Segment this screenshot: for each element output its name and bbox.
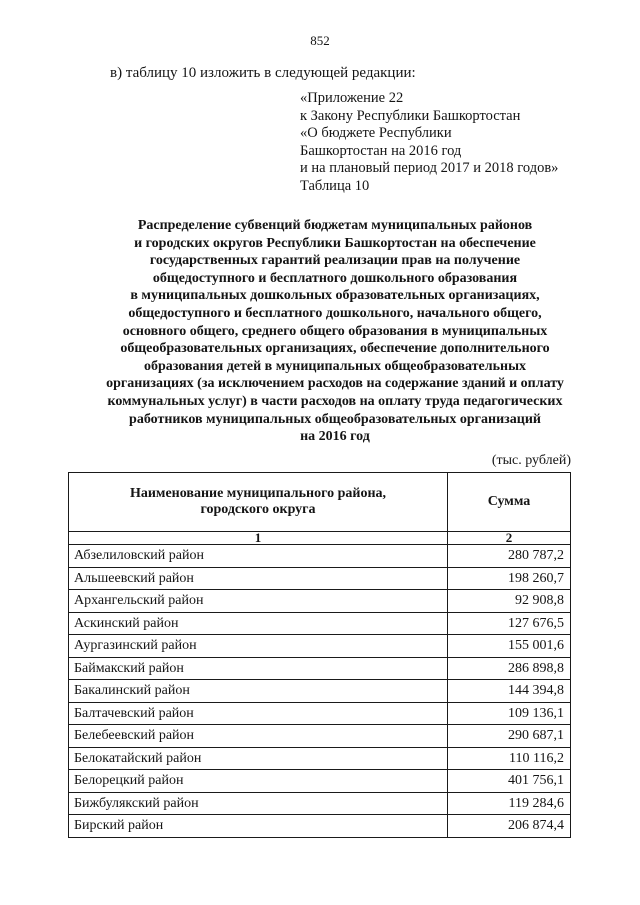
heading-line: коммунальных услуг) в части расходов на оплату труда педагогических xyxy=(107,393,563,409)
heading-line: работников муниципальных общеобразовательных организаций xyxy=(129,411,541,427)
district-name: Бакалинский район xyxy=(69,680,448,703)
district-sum: 286 898,8 xyxy=(448,657,571,680)
heading-line: общеобразовательных организациях, обеспечение дополнительного xyxy=(120,341,550,357)
district-sum: 127 676,5 xyxy=(448,612,571,635)
district-name: Белебеевский район xyxy=(69,725,448,748)
header-name-line: Наименование муниципального района, xyxy=(129,486,387,501)
district-name: Архангельский район xyxy=(69,590,448,613)
header-name-line: городского округа xyxy=(200,502,316,517)
table-row xyxy=(69,792,571,815)
heading-line: общедоступного и бесплатного дошкольного, начального общего, xyxy=(128,305,542,321)
table-row xyxy=(69,635,571,658)
district-sum: 401 756,1 xyxy=(448,770,571,793)
table-body xyxy=(69,545,571,838)
appendix-line: и на плановый период 2017 и 2018 годов» xyxy=(300,160,559,176)
table-row xyxy=(69,725,571,748)
header-name-cell xyxy=(69,473,448,532)
subvention-table xyxy=(68,472,571,838)
heading-line: государственных гарантий реализации прав на получение xyxy=(149,253,521,269)
column-number: 1 xyxy=(69,532,448,545)
district-name: Бирский район xyxy=(69,815,448,838)
document-heading xyxy=(60,217,610,446)
heading-line: и городских округов Республики Башкортостан на обеспечение xyxy=(134,235,536,251)
column-number-row xyxy=(69,532,571,545)
district-name: Абзелиловский район xyxy=(69,545,448,568)
table-header-row xyxy=(69,473,571,532)
district-sum: 119 284,6 xyxy=(448,792,571,815)
district-name: Аскинский район xyxy=(69,612,448,635)
district-name: Баймакский район xyxy=(69,657,448,680)
district-name: Аургазинский район xyxy=(69,635,448,658)
intro-text: в) таблицу 10 изложить в следующей редакции: xyxy=(110,65,416,81)
table-row xyxy=(69,680,571,703)
district-name: Белокатайский район xyxy=(69,747,448,770)
heading-line: основного общего, среднего общего образования в муниципальных xyxy=(122,323,548,339)
district-name: Бижбулякский район xyxy=(69,792,448,815)
appendix-table-label: Таблица 10 xyxy=(300,177,370,194)
district-sum: 290 687,1 xyxy=(448,725,571,748)
district-sum: 206 874,4 xyxy=(448,815,571,838)
table-row xyxy=(69,770,571,793)
column-number: 2 xyxy=(448,532,571,545)
table-row xyxy=(69,815,571,838)
unit-label: (тыс. рублей) xyxy=(491,453,571,468)
district-sum: 144 394,8 xyxy=(448,680,571,703)
page-number: 852 xyxy=(310,33,330,48)
district-name: Белорецкий район xyxy=(69,770,448,793)
district-sum: 109 136,1 xyxy=(448,702,571,725)
district-sum: 280 787,2 xyxy=(448,545,571,568)
table-row xyxy=(69,612,571,635)
table-row xyxy=(69,567,571,590)
table-row xyxy=(69,747,571,770)
district-sum: 92 908,8 xyxy=(448,590,571,613)
appendix-line: Башкортостан на 2016 год xyxy=(300,142,462,159)
appendix-block xyxy=(300,90,558,195)
heading-line: образования детей в муниципальных общеобразовательных xyxy=(143,358,527,374)
heading-line: в муниципальных дошкольных образовательных организациях, xyxy=(130,288,540,304)
appendix-line: «О бюджете Республики xyxy=(300,125,452,141)
table-row xyxy=(69,657,571,680)
appendix-line: к Закону Республики Башкортостан xyxy=(300,107,521,124)
appendix-line: «Приложение 22 xyxy=(300,90,404,106)
district-sum: 198 260,7 xyxy=(448,567,571,590)
table-row xyxy=(69,590,571,613)
table-row xyxy=(69,545,571,568)
heading-line: организациях (за исключением расходов на содержание зданий и оплату xyxy=(106,376,564,392)
district-name: Альшеевский район xyxy=(69,567,448,590)
heading-line: на 2016 год xyxy=(300,429,370,445)
header-sum-cell: Сумма xyxy=(448,473,571,532)
district-sum: 110 116,2 xyxy=(448,747,571,770)
table-row xyxy=(69,702,571,725)
heading-line: Распределение субвенций бюджетам муниципальных районов xyxy=(137,218,533,233)
district-name: Балтачевский район xyxy=(69,702,448,725)
heading-line: общедоступного и бесплатного дошкольного образования xyxy=(152,270,518,286)
district-sum: 155 001,6 xyxy=(448,635,571,658)
